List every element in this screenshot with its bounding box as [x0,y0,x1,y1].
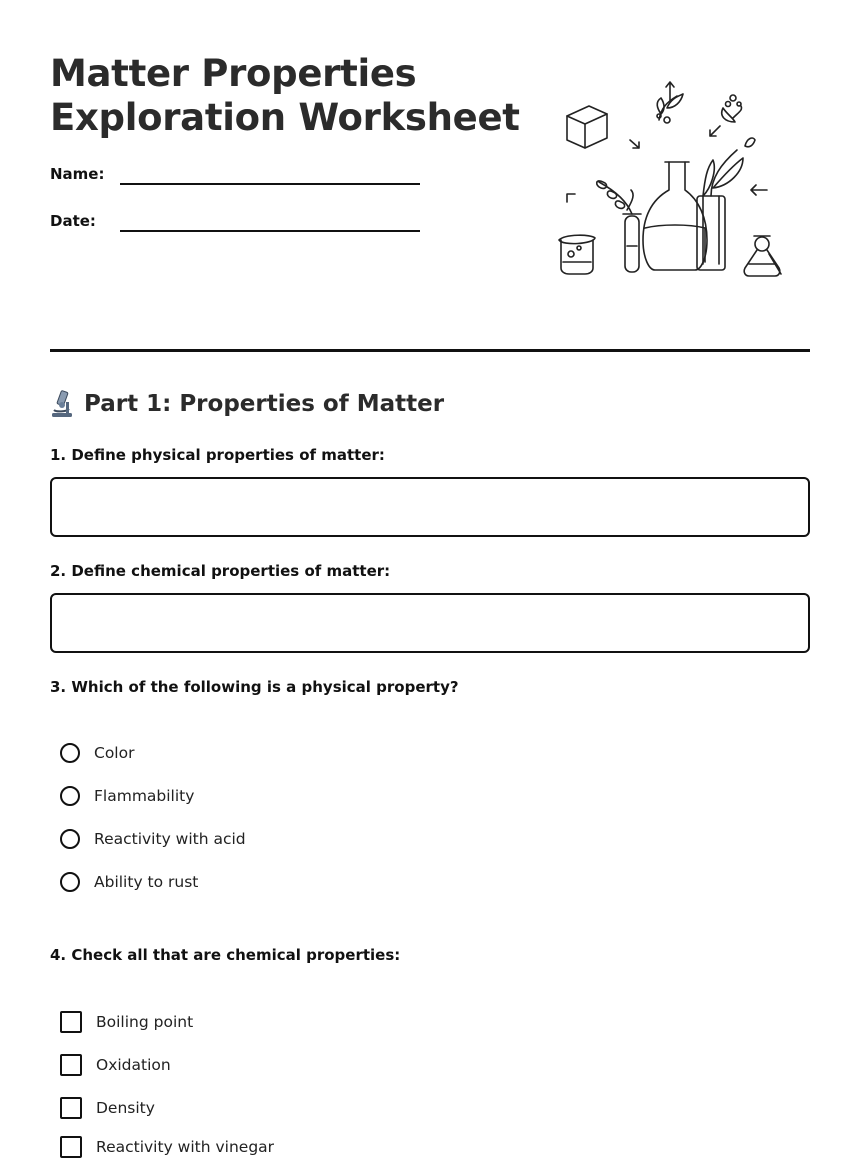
name-field [50,165,430,195]
option-label: Ability to rust [94,873,199,891]
radio-button[interactable] [60,743,80,763]
cube-icon [567,106,607,148]
radio-button[interactable] [60,786,80,806]
radio-button[interactable] [60,829,80,849]
radio-option[interactable] [60,826,246,852]
date-line[interactable] [120,230,420,232]
checkbox[interactable] [60,1136,82,1158]
option-label: Reactivity with acid [94,830,246,848]
option-label: Oxidation [96,1056,171,1074]
erlenmeyer-flask-icon [744,236,781,276]
answer-box-2[interactable] [50,593,810,653]
question-4: 4. Check all that are chemical properties: [50,946,401,964]
title-line-2: Exploration Worksheet [50,96,520,139]
name-label: Name: [50,165,105,183]
radio-option[interactable] [60,783,194,809]
radio-option[interactable] [60,740,134,766]
question-3: 3. Which of the following is a physical property? [50,678,459,696]
date-label: Date: [50,212,96,230]
radio-button[interactable] [60,872,80,892]
test-tubes-icon [697,138,755,270]
option-label: Boiling point [96,1013,194,1031]
question-1: 1. Define physical properties of matter: [50,446,385,464]
option-label: Color [94,744,135,762]
checkbox-option[interactable] [60,1095,155,1121]
checkbox-option[interactable] [60,1134,274,1160]
radio-option[interactable] [60,869,198,895]
checkbox[interactable] [60,1011,82,1033]
worksheet-title [50,52,530,140]
checkbox-option[interactable] [60,1052,171,1078]
option-label: Reactivity with vinegar [96,1138,275,1156]
name-line[interactable] [120,183,420,185]
part1-heading-text: Part 1: Properties of Matter [84,391,445,417]
beaker-icon [559,235,595,274]
title-line-1: Matter Properties [50,52,417,95]
part1-heading [50,388,444,420]
answer-box-1[interactable] [50,477,810,537]
checkbox-option[interactable] [60,1009,193,1035]
checkbox[interactable] [60,1054,82,1076]
microscope-icon [50,390,74,418]
option-label: Flammability [94,787,195,805]
question-2: 2. Define chemical properties of matter: [50,562,391,580]
header-divider [50,349,810,352]
checkbox[interactable] [60,1097,82,1119]
date-field [50,212,430,242]
option-label: Density [96,1099,155,1117]
lab-glassware-illustration [555,78,795,288]
